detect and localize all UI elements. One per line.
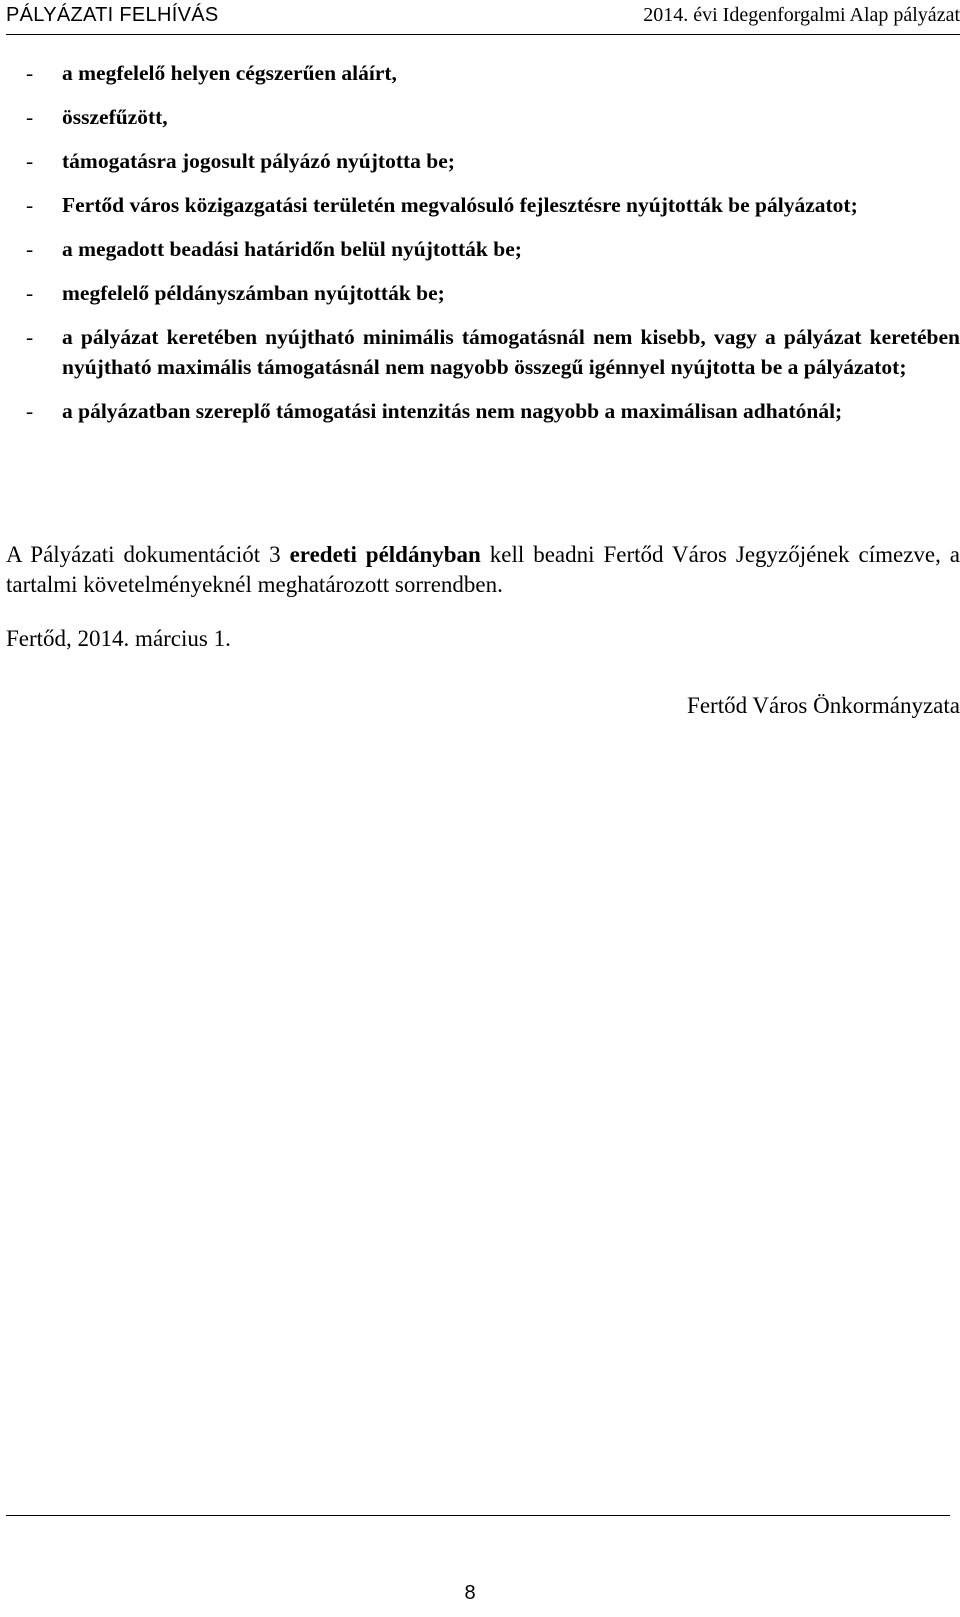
list-dash: -: [26, 399, 34, 423]
list-dash: -: [26, 61, 34, 85]
list-dash: -: [26, 281, 34, 305]
list-item: [0, 322, 960, 382]
list-item-text: megfelelő példányszámban nyújtották be;: [62, 281, 445, 305]
list-item-text: a megfelelő helyen cégszerűen aláírt,: [62, 61, 397, 85]
page-number: 8: [464, 1582, 476, 1604]
list-item: [0, 58, 960, 88]
list-item-text: Fertőd város közigazgatási területén megvalósuló fejlesztésre nyújtották be pályázatot;: [62, 193, 858, 217]
list-item-text: összefűzött,: [62, 105, 168, 129]
list-dash: -: [26, 105, 34, 129]
list-item-text: támogatásra jogosult pályázó nyújtotta be;: [62, 149, 455, 173]
list-item-text: a pályázatban szereplő támogatási intenzitás nem nagyobb a maximálisan adhatónál;: [62, 399, 843, 423]
signatory: Fertőd Város Önkormányzata: [687, 693, 960, 718]
list-item: [0, 278, 960, 308]
list-item: [0, 190, 960, 220]
list-dash: -: [26, 149, 34, 173]
list-item: [0, 396, 960, 426]
list-dash: -: [26, 237, 34, 261]
list-item: [0, 234, 960, 264]
document-subject-label: 2014. évi Idegenforgalmi Alap pályázat: [643, 4, 960, 26]
page-header: [6, 0, 960, 35]
list-item-text: a megadott beadási határidőn belül nyújtották be;: [62, 237, 522, 261]
list-dash: -: [26, 325, 34, 349]
list-dash: -: [26, 193, 34, 217]
list-item-text: a pályázat keretében nyújtható minimális támogatásnál nem kisebb, vagy a pályázat keretében nyújtható maximális támogatásnál nem nagyobb összegű igénnyel nyújtotta be a pályázatot;: [62, 325, 960, 379]
list-item: [0, 146, 960, 176]
place-and-date: Fertőd, 2014. március 1.: [6, 626, 231, 651]
document-type-label: PÁLYÁZATI FELHÍVÁS: [6, 4, 219, 26]
submission-emphasis: eredeti példányban: [289, 542, 481, 567]
submission-text-end: kell beadni Fertőd Város Jegyzőjének címezve, a tartalmi követelményeknél meghatározott sorrendben.: [6, 542, 960, 597]
list-item: [0, 102, 960, 132]
eligibility-criteria-list: [0, 58, 960, 440]
submission-text-start: A Pályázati dokumentációt 3: [6, 542, 290, 567]
submission-instructions: [6, 540, 960, 600]
footer-divider: [6, 1515, 950, 1516]
